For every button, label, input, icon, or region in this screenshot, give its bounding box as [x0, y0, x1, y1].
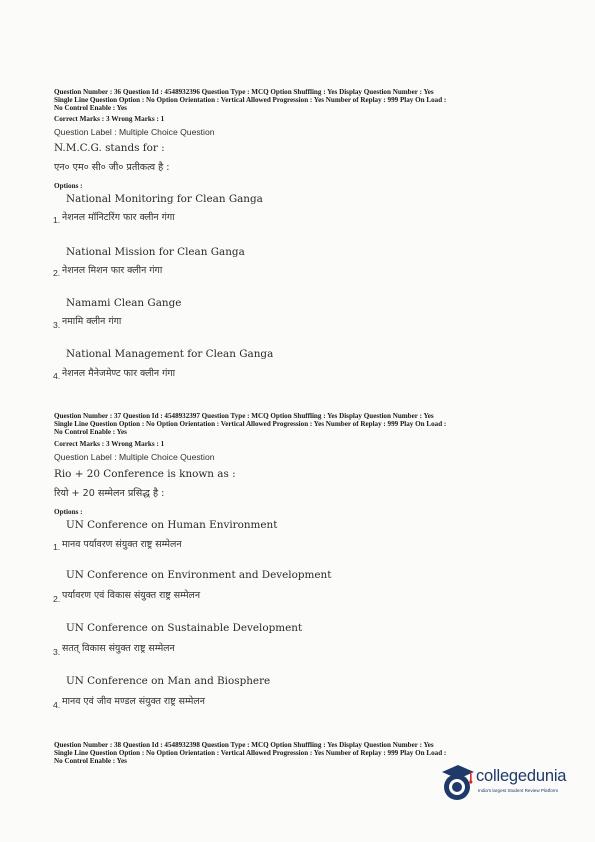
- logo-wordmark: collegedunia: [476, 767, 567, 785]
- q37-option-2-english: UN Conference on Environment and Development: [66, 569, 332, 581]
- q37-option-1-english: UN Conference on Human Environment: [66, 519, 278, 531]
- q36-option-1-english: National Monitoring for Clean Ganga: [66, 193, 263, 205]
- question-37-label: Question Label : Multiple Choice Question: [54, 452, 215, 462]
- question-37-metadata: [54, 412, 554, 436]
- q37-option-1-hindi: मानव पर्यावरण संयुक्त राष्ट्र सम्मेलन: [62, 539, 182, 550]
- q37-option-4-english: UN Conference on Man and Biosphere: [66, 675, 271, 687]
- meta-line: Single Line Question Option : No Option Orientation : Vertical Allowed Progression : Yes Number of Replay : 999 Play On Load :: [54, 420, 447, 429]
- question-37-text-hindi: रियो + 20 सम्मेलन प्रसिद्ध है :: [54, 488, 165, 499]
- q37-option-1-number: 1.: [53, 542, 61, 552]
- meta-line: No Control Enable : Yes: [54, 104, 127, 113]
- q37-option-3-number: 3.: [53, 647, 61, 657]
- q36-option-4-english: National Management for Clean Ganga: [66, 348, 274, 360]
- q36-option-4-hindi: नेशनल मैनेजमेण्ट फार क्लीन गंगा: [62, 368, 176, 379]
- question-38-metadata: [54, 741, 554, 765]
- meta-line: Question Number : 37 Question Id : 4548932397 Question Type : MCQ Option Shuffling : Yes Display Question Number : Yes: [54, 412, 434, 420]
- logo-tagline: India's largest Student Review Platform: [478, 788, 559, 793]
- meta-line: Single Line Question Option : No Option Orientation : Vertical Allowed Progression : Yes Number of Replay : 999 Play On Load :: [54, 749, 447, 758]
- meta-line: Question Number : 36 Question Id : 4548932396 Question Type : MCQ Option Shuffling : Yes Display Question Number : Yes: [54, 88, 434, 96]
- q37-option-3-english: UN Conference on Sustainable Development: [66, 622, 303, 634]
- collegedunia-logo: [440, 763, 567, 805]
- q36-option-4-number: 4.: [53, 371, 61, 381]
- q37-option-3-hindi: सतत् विकास संयुक्त राष्ट्र सम्मेलन: [62, 643, 175, 654]
- q37-option-4-number: 4.: [53, 700, 61, 710]
- q37-option-4-hindi: मानव एवं जीव मण्डल संयुक्त राष्ट्र सम्मेलन: [62, 696, 205, 707]
- question-36-metadata: [54, 88, 554, 112]
- q36-option-1-number: 1.: [53, 215, 61, 225]
- question-37-text-english: Rio + 20 Conference is known as :: [54, 468, 236, 480]
- question-36-text-hindi: एन० एम० सी० जी० प्रतीकत्व है :: [54, 162, 170, 173]
- question-37-marks: Correct Marks : 3 Wrong Marks : 1: [54, 440, 165, 448]
- question-36-text-english: N.M.C.G. stands for :: [54, 142, 165, 154]
- graduate-cap-icon: [440, 763, 476, 803]
- question-37-options-label: Options :: [54, 508, 83, 516]
- meta-line: Question Number : 38 Question Id : 4548932398 Question Type : MCQ Option Shuffling : Yes Display Question Number : Yes: [54, 741, 434, 749]
- q36-option-2-hindi: नेशनल मिशन फार क्लीन गंगा: [62, 265, 163, 276]
- q36-option-2-number: 2.: [53, 268, 61, 278]
- question-36-label: Question Label : Multiple Choice Question: [54, 127, 215, 137]
- meta-line: No Control Enable : Yes: [54, 757, 127, 766]
- meta-line: Single Line Question Option : No Option Orientation : Vertical Allowed Progression : Yes Number of Replay : 999 Play On Load :: [54, 96, 447, 105]
- question-36-options-label: Options :: [54, 182, 83, 190]
- q36-option-3-number: 3.: [53, 320, 61, 330]
- q36-option-1-hindi: नेशनल मॉनिटरिंग फार क्लीन गंगा: [62, 212, 175, 223]
- meta-line: No Control Enable : Yes: [54, 428, 127, 437]
- q36-option-3-hindi: नमामि क्लीन गंगा: [62, 316, 122, 327]
- q36-option-3-english: Namami Clean Gange: [66, 297, 182, 309]
- q37-option-2-hindi: पर्यावरण एवं विकास संयुक्त राष्ट्र सम्मेलन: [62, 590, 201, 601]
- q36-option-2-english: National Mission for Clean Ganga: [66, 246, 245, 258]
- q37-option-2-number: 2.: [53, 594, 61, 604]
- question-36-marks: Correct Marks : 3 Wrong Marks : 1: [54, 115, 165, 123]
